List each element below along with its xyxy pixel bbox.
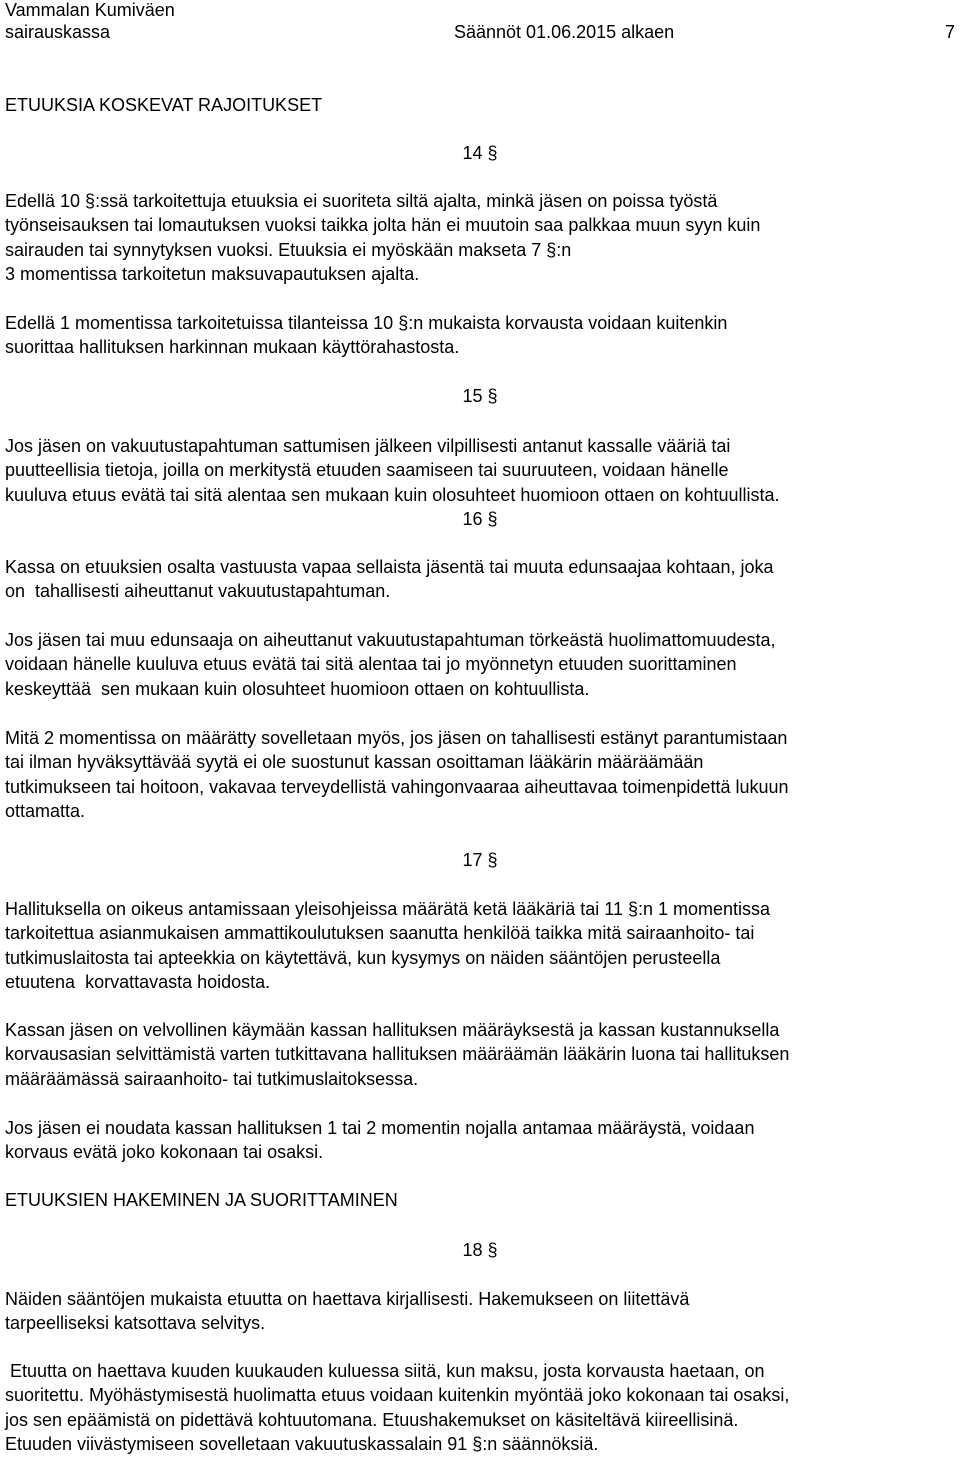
- paragraph-line: Jos jäsen tai muu edunsaaja on aiheuttanut vakuutustapahtuman törkeästä huolimattomuudesta,: [5, 630, 776, 650]
- paragraph-line: puutteellisia tietoja, joilla on merkitystä etuuden saamiseen tai suuruuteen, voidaan hänelle: [5, 460, 729, 481]
- paragraph-line: sairauden tai synnytyksen vuoksi. Etuuksia ei myöskään makseta 7 §:n: [5, 239, 572, 260]
- paragraph: [5, 1018, 955, 1091]
- header-page-number: 7: [944, 22, 955, 42]
- paragraph: [5, 434, 955, 507]
- paragraph-line: Jos jäsen on vakuutustapahtuman sattumisen jälkeen vilpillisesti antanut kassalle vääriä tai: [5, 436, 731, 456]
- paragraph: [5, 897, 955, 994]
- section-number: 17 §: [462, 850, 498, 870]
- paragraph-line: keskeyttää sen mukaan kuin olosuhteet huomioon ottaen on kohtuullista.: [5, 678, 590, 699]
- paragraph-line: tai ilman hyväksyttävää syytä ei ole suostunut kassan osoittaman lääkärin määräämään: [5, 752, 704, 773]
- paragraph-line: Hallituksella on oikeus antamissaan yleisohjeissa määrätä ketä lääkäriä tai 11 §:n 1 momentissa: [5, 899, 771, 919]
- paragraph: [5, 1359, 955, 1456]
- header-rules-date: Säännöt 01.06.2015 alkaen: [454, 22, 675, 42]
- paragraph-line: määräämässä sairaanhoito- tai tutkimuslaitoksessa.: [5, 1068, 419, 1089]
- paragraph: [5, 628, 955, 701]
- paragraph-line: Jos jäsen ei noudata kassan hallituksen 1 tai 2 momentin nojalla antamaa määräystä, voidaan: [5, 1118, 755, 1138]
- paragraph-line: tutkimukseen tai hoitoon, vakavaa terveydellistä vahingonvaaraa aiheuttavaa toimenpidettä lukuun: [5, 776, 789, 797]
- section-number: 15 §: [462, 386, 498, 406]
- paragraph-line: Etuuden viivästymiseen sovelletaan vakuutuskassalain 91 §:n säännöksiä.: [5, 1433, 599, 1454]
- paragraph-line: korvaus evätä joko kokonaan tai osaksi.: [5, 1142, 324, 1163]
- paragraph-line: kuuluva etuus evätä tai sitä alentaa sen mukaan kuin olosuhteet huomioon ottaen on kohtuullista.: [5, 484, 780, 505]
- page-header: [5, 0, 955, 50]
- header-org-line1: Vammalan Kumiväen: [5, 0, 175, 20]
- paragraph-line: voidaan hänelle kuuluva etuus evätä tai sitä alentaa tai jo myönnetyn etuuden suorittaminen: [5, 654, 737, 675]
- section-number: 14 §: [462, 143, 498, 163]
- paragraph-line: työnseisauksen tai lomautuksen vuoksi taikka jolta hän ei muutoin saa palkkaa muun syyn kuin: [5, 215, 761, 236]
- paragraph: [5, 726, 955, 823]
- paragraph-line: Näiden sääntöjen mukaista etuutta on haettava kirjallisesti. Hakemukseen on liitettävä: [5, 1289, 690, 1309]
- paragraph: [5, 1287, 955, 1336]
- paragraph: [5, 555, 955, 604]
- document-page: [5, 0, 955, 1454]
- paragraph-line: suorittaa hallituksen harkinnan mukaan käyttörahastosta.: [5, 337, 460, 358]
- paragraph-line: 3 momentissa tarkoitetun maksuvapautuksen ajalta.: [5, 263, 420, 284]
- paragraph-line: jos sen epäämistä on pidettävä kohtuutomana. Etuushakemukset on käsiteltävä kiireellisinä.: [5, 1409, 739, 1430]
- paragraph-line: tutkimuslaitosta tai apteekkia on käytettävä, kun kysymys on näiden sääntöjen perusteella: [5, 947, 721, 968]
- paragraph-line: Mitä 2 momentissa on määrätty sovelletaan myös, jos jäsen on tahallisesti estänyt parantumistaan: [5, 728, 788, 748]
- paragraph-line: Etuutta on haettava kuuden kuukauden kuluessa siitä, kun maksu, josta korvausta haetaan, on: [5, 1361, 765, 1381]
- paragraph-line: tarpeelliseksi katsottava selvitys.: [5, 1313, 266, 1334]
- paragraph: [5, 1116, 955, 1165]
- paragraph-line: on tahallisesti aiheuttanut vakuutustapahtuman.: [5, 581, 391, 602]
- paragraph-line: Edellä 10 §:ssä tarkoitettuja etuuksia ei suoriteta siltä ajalta, minkä jäsen on poissa työstä: [5, 191, 718, 211]
- section-number: 16 §: [462, 509, 498, 529]
- paragraph-line: ottamatta.: [5, 800, 86, 821]
- header-org-line2: sairauskassa: [5, 22, 111, 42]
- paragraph-line: korvausasian selvittämistä varten tutkittavana hallituksen määräämän lääkärin luona tai hallituksen: [5, 1044, 790, 1065]
- paragraph-line: etuutena korvattavasta hoidosta.: [5, 971, 271, 992]
- section-heading: ETUUKSIEN HAKEMINEN JA SUORITTAMINEN: [5, 1190, 398, 1210]
- paragraph-line: Kassa on etuuksien osalta vastuusta vapaa sellaista jäsentä tai muuta edunsaajaa kohtaan, joka: [5, 557, 774, 577]
- paragraph-line: suoritettu. Myöhästymisestä huolimatta etuus voidaan kuitenkin myöntää joko kokonaan tai osaksi,: [5, 1385, 790, 1406]
- paragraph-line: Kassan jäsen on velvollinen käymään kassan hallituksen määräyksestä ja kassan kustannuksella: [5, 1020, 780, 1040]
- paragraph: [5, 189, 955, 286]
- paragraph-line: tarkoitettua asianmukaisen ammattikoulutuksen saanutta henkilöä taikka mitä sairaanhoito- tai: [5, 923, 755, 944]
- section-number: 18 §: [462, 1240, 498, 1260]
- section-heading: ETUUKSIA KOSKEVAT RAJOITUKSET: [5, 95, 323, 115]
- paragraph: [5, 311, 955, 360]
- paragraph-line: Edellä 1 momentissa tarkoitetuissa tilanteissa 10 §:n mukaista korvausta voidaan kuitenkin: [5, 313, 728, 333]
- header-organization: [5, 0, 175, 43]
